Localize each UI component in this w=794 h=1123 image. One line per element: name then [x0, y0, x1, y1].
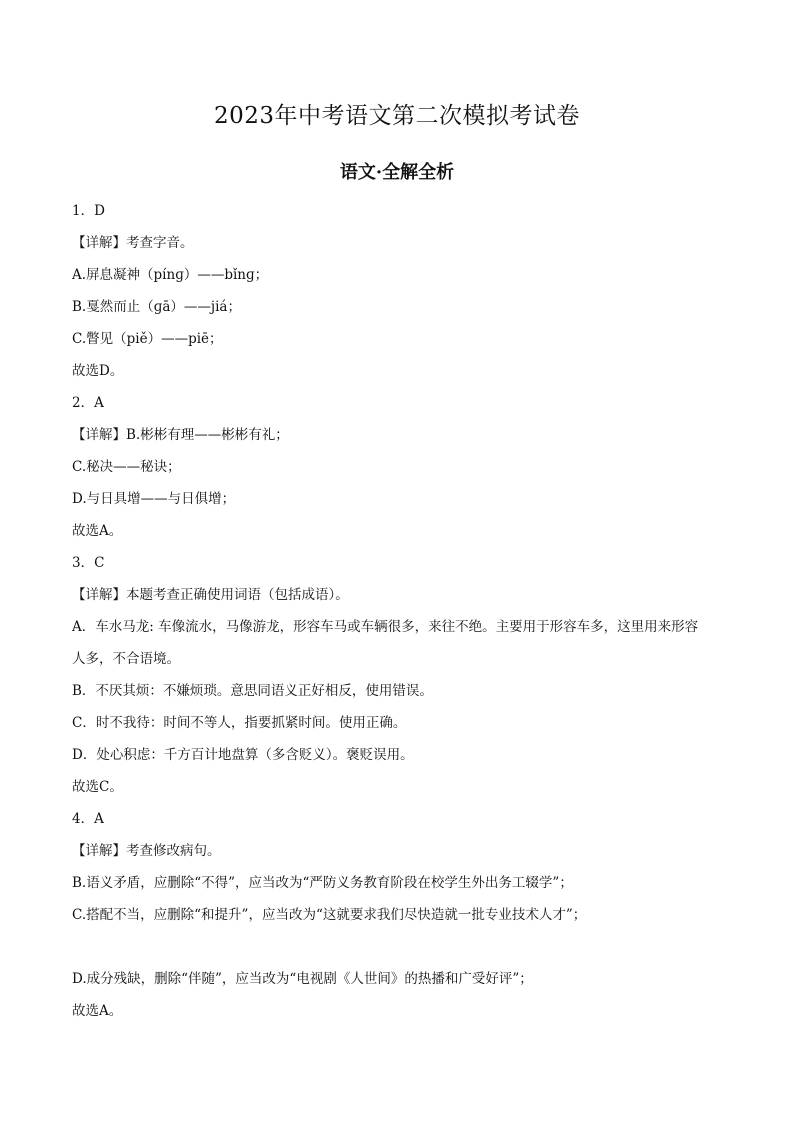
- answer-3-option-b: B．不厌其烦：不嫌烦琐。意思同语义正好相反，使用错误。: [72, 683, 433, 699]
- answer-2-detail: 【详解】B.彬彬有理——彬彬有礼；: [72, 427, 289, 443]
- answer-4-heading: 4．A: [72, 811, 104, 827]
- answer-3-option-c: C．时不我待：时间不等人，指要抓紧时间。使用正确。: [72, 715, 407, 731]
- answer-1-option-a: A.屏息凝神（pínɡ）——bǐnɡ；: [72, 267, 269, 283]
- answer-1-option-c: C.瞥见（piě）——piē；: [72, 331, 223, 347]
- answer-3-detail: 【详解】本题考查正确使用词语（包括成语）。: [72, 587, 349, 603]
- answer-1-detail: 【详解】考查字音。: [72, 235, 194, 251]
- answer-3-option-a: A．车水马龙: 车像流水，马像游龙，形容车马或车辆很多，来往不绝。主要用于形容车多，这里用来形容: [72, 619, 699, 635]
- answer-4-option-b: B.语义矛盾，应删除“不得”，应当改为“严防义务教育阶段在校学生外出务工辍学”；: [72, 875, 573, 891]
- answer-3-option-d: D．处心积虑：千方百计地盘算（多含贬义）。褒贬误用。: [72, 747, 414, 763]
- answer-4-option-d: D.成分残缺，删除“伴随”，应当改为“电视剧《人世间》的热播和广受好评”；: [72, 971, 533, 987]
- answer-4-conclusion: 故选A。: [72, 1003, 123, 1019]
- answer-1-option-b: B.戛然而止（ɡā）——jiá；: [72, 299, 241, 315]
- answer-3-conclusion: 故选C。: [72, 779, 123, 795]
- answer-4-detail: 【详解】考查修改病句。: [72, 843, 221, 859]
- answer-3-option-a-cont: 人多，不合语境。: [72, 651, 180, 667]
- page-subtitle: 语文·全解全析: [339, 162, 455, 183]
- answer-4-option-c: C.搭配不当，应删除“和提升”，应当改为“这就要求我们尽快造就一批专业技术人才”；: [72, 907, 587, 923]
- answer-3-heading: 3．C: [72, 555, 105, 571]
- answer-1-conclusion: 故选D。: [72, 363, 124, 379]
- answer-2-conclusion: 故选A。: [72, 523, 123, 539]
- answer-2-option-c: C.秘决——秘诀；: [72, 459, 181, 475]
- answer-2-option-d: D.与日具增——与日俱增；: [72, 491, 236, 507]
- answer-2-heading: 2．A: [72, 395, 104, 411]
- page-title: 2023年中考语文第二次模拟考试卷: [213, 103, 581, 129]
- answer-1-heading: 1．D: [72, 203, 105, 219]
